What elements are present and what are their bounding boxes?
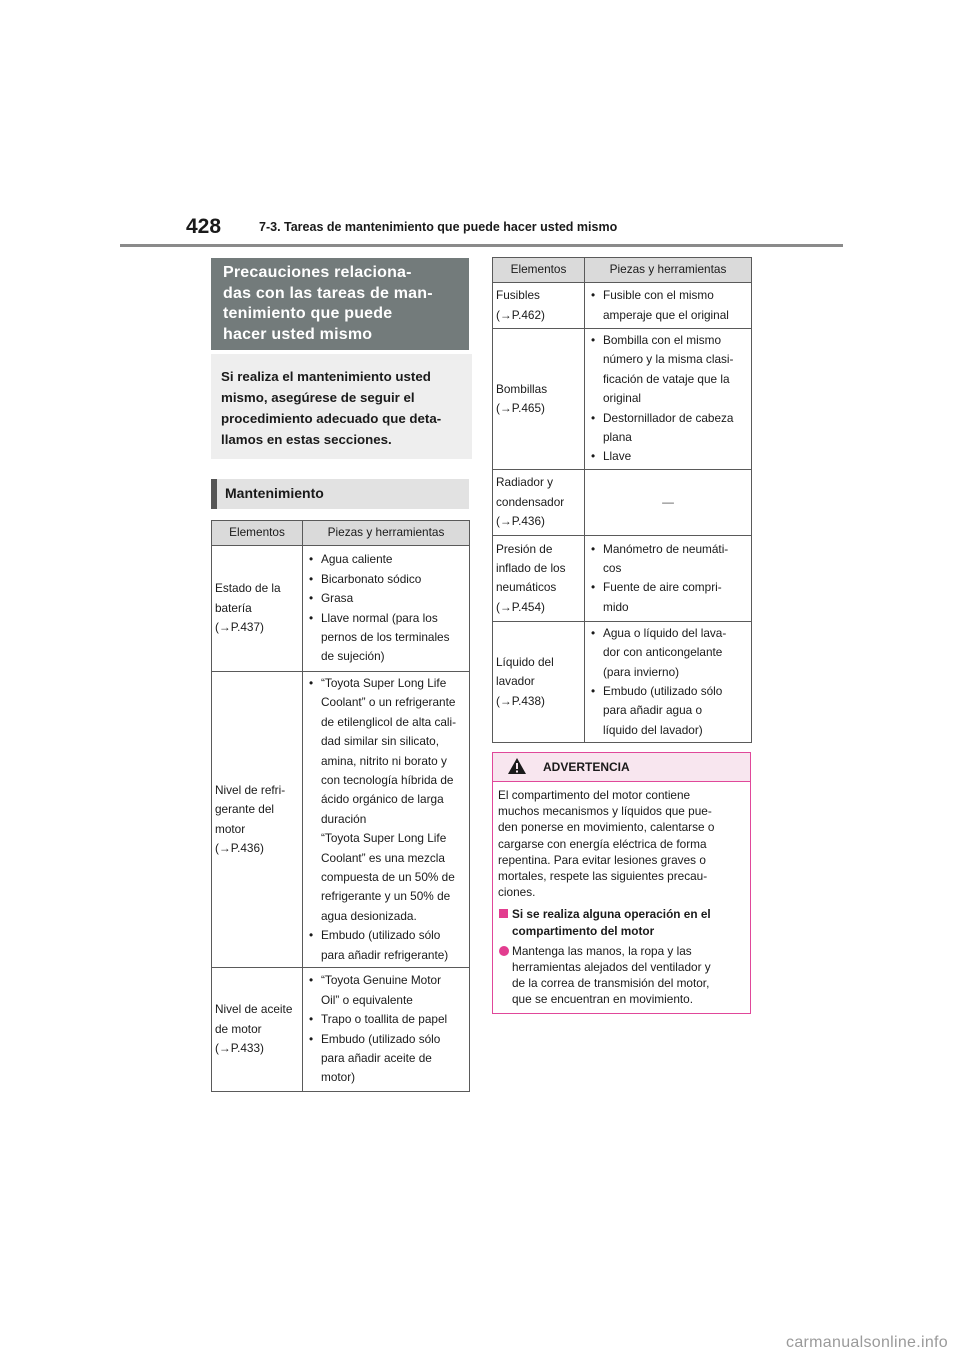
intro-line: Si realiza el mantenimiento usted <box>221 369 431 384</box>
tool-item-line: plana <box>603 430 632 445</box>
element-line: (→P.436) <box>496 514 545 529</box>
tool-item-line: • Embudo (utilizado sólo <box>321 928 441 943</box>
warning-text-line: den ponerse en movimiento, calentarse o <box>498 820 715 835</box>
tool-item <box>588 624 748 682</box>
element-line: motor <box>215 821 246 836</box>
element-line: gerante del <box>215 802 275 817</box>
warning-paragraph <box>498 787 744 900</box>
element-line: condensador <box>496 494 565 509</box>
tool-item <box>588 409 748 448</box>
tool-item-line: • Fusible con el mismo <box>603 288 714 303</box>
element-line: inflado de los <box>496 560 566 575</box>
tool-item <box>588 682 748 740</box>
element-line: lavador <box>496 674 535 689</box>
tools-list <box>306 550 466 666</box>
table-row <box>493 535 752 621</box>
column-header-piezas: Piezas y herramientas <box>585 258 752 283</box>
tool-item <box>306 971 466 1010</box>
table-body <box>493 283 752 743</box>
tool-item-line: refrigerante y un 50% de <box>321 889 451 904</box>
element-cell <box>212 672 303 968</box>
tool-item-line: con tecnología híbrida de <box>321 773 454 788</box>
tool-item-line: Oil” o equivalente <box>321 992 413 1007</box>
tools-list <box>588 331 748 467</box>
tool-item-line: • Agua o líquido del lava- <box>603 625 727 640</box>
element-cell <box>493 469 585 535</box>
tool-item-line: • Llave <box>603 449 632 464</box>
warning-header <box>493 753 750 782</box>
element-cell <box>493 283 585 329</box>
element-line: Líquido del <box>496 654 554 669</box>
tools-list <box>306 971 466 1087</box>
table-row <box>493 329 752 470</box>
tool-item-line: motor) <box>321 1070 356 1085</box>
section-title-line: hacer usted mismo <box>223 325 373 343</box>
table-row <box>493 469 752 535</box>
element-cell <box>493 621 585 742</box>
tool-item-line: • “Toyota Super Long Life <box>321 676 447 690</box>
warning-bullet-line: de la correa de transmisión del motor, <box>512 976 710 991</box>
element-line: Estado de la <box>215 581 281 596</box>
table-header-row <box>493 258 752 283</box>
tool-item <box>306 570 466 589</box>
section-title-line: das con las tareas de man- <box>223 284 433 302</box>
tool-item-line: dad similar sin silicato, <box>321 734 440 749</box>
tool-item-line: • Trapo o toallita de papel <box>321 1012 448 1027</box>
warning-text-line: El compartimento del motor contiene <box>498 788 691 802</box>
watermark-logo: carmanualsonline.info <box>786 1334 948 1351</box>
element-line: Nivel de refri- <box>215 782 286 797</box>
tool-item-line: Coolant” o un refrigerante <box>321 695 456 710</box>
table-body <box>212 546 470 1092</box>
warning-triangle-icon <box>507 757 527 775</box>
tool-item <box>306 589 466 608</box>
tool-item-line: • Embudo (utilizado sólo <box>603 684 723 699</box>
tools-list <box>588 286 748 325</box>
table-row <box>493 621 752 742</box>
tool-item-line: “Toyota Super Long Life <box>321 831 447 846</box>
column-header-elementos: Elementos <box>212 521 303 546</box>
tool-item-line: pernos de los terminales <box>321 629 450 644</box>
warning-text-line: cargarse con energía eléctrica de forma <box>498 836 707 851</box>
tool-item-line: • Agua caliente <box>321 552 393 567</box>
tool-item-line: • Embudo (utilizado sólo <box>321 1031 441 1046</box>
tool-item <box>306 674 466 926</box>
tool-item <box>306 550 466 569</box>
tool-item <box>588 540 748 579</box>
element-cell <box>212 968 303 1092</box>
warning-bullet-line: Mantenga las manos, la ropa y las <box>512 943 692 958</box>
warning-subheading <box>498 906 744 938</box>
tool-item <box>588 578 748 617</box>
element-line: Fusibles <box>496 288 540 303</box>
tool-item-line: ácido orgánico de larga <box>321 792 444 807</box>
tool-item-line: mido <box>603 599 629 614</box>
table-row <box>212 546 470 672</box>
maintenance-table-left <box>211 520 470 1092</box>
tool-item-line: para añadir agua o <box>603 703 703 718</box>
element-cell <box>493 329 585 470</box>
tool-item-line: de etilenglicol de alta cali- <box>321 714 457 729</box>
tool-item-line: cos <box>603 560 622 575</box>
tool-item-line: • Manómetro de neumáti- <box>603 541 729 556</box>
element-line: neumáticos <box>496 580 557 595</box>
tool-item-line: • Bombilla con el mismo <box>603 333 722 347</box>
tools-cell <box>303 672 470 968</box>
element-line: Presión de <box>496 541 553 556</box>
tool-item-line: líquido del lavador) <box>603 722 703 737</box>
header-divider <box>120 244 843 247</box>
tool-item-line: • Fuente de aire compri- <box>603 580 722 595</box>
maintenance-table-right <box>492 257 752 743</box>
section-title-line: tenimiento que puede <box>223 305 393 322</box>
element-line: de motor <box>215 1021 262 1036</box>
tool-item <box>588 447 748 466</box>
tool-item-line: original <box>603 391 642 406</box>
tool-item-line: agua desionizada. <box>321 908 417 923</box>
element-line: (→P.438) <box>496 693 545 708</box>
tool-item <box>306 609 466 667</box>
element-line: Bombillas <box>496 381 548 396</box>
tools-list <box>588 540 748 618</box>
tool-item-line: de sujeción) <box>321 649 385 664</box>
element-line: batería <box>215 600 252 615</box>
tool-item-line: • Bicarbonato sódico <box>321 571 422 586</box>
intro-line: procedimiento adecuado que deta- <box>221 411 442 426</box>
element-line: (→P.465) <box>496 400 545 415</box>
warning-body <box>493 782 750 1008</box>
tool-item-line: duración <box>321 811 367 826</box>
tool-item-line: ficación de vataje que la <box>603 371 730 386</box>
warning-bullet <box>498 943 744 1008</box>
tools-list <box>306 674 466 965</box>
maintenance-subheading: Mantenimiento <box>211 479 469 509</box>
warning-text-line: mortales, respete las siguientes precau- <box>498 869 708 884</box>
tools-cell <box>585 283 752 329</box>
tool-item-line: • Grasa <box>321 591 354 606</box>
tools-cell <box>585 329 752 470</box>
warning-text-line: repentina. Para evitar lesiones graves o <box>498 852 706 867</box>
tools-cell <box>303 546 470 672</box>
element-cell <box>493 535 585 621</box>
tool-item <box>588 286 748 325</box>
tool-item-line: compuesta de un 50% de <box>321 870 455 885</box>
tool-item-line: (para invierno) <box>603 664 680 679</box>
page-number: 428 <box>186 215 222 238</box>
warning-text-line: ciones. <box>498 885 536 900</box>
tools-list <box>588 624 748 740</box>
tool-item-line: • “Toyota Genuine Motor <box>321 973 441 988</box>
tool-item <box>306 926 466 965</box>
element-line: Nivel de aceite <box>215 1002 293 1017</box>
section-title-box <box>211 258 469 350</box>
circle-bullet-icon <box>499 946 509 956</box>
tool-item-line: • Destornillador de cabeza <box>603 410 734 425</box>
tools-cell <box>585 535 752 621</box>
warning-title: ADVERTENCIA <box>543 760 630 774</box>
element-cell <box>212 546 303 672</box>
chapter-title: 7-3. Tareas de mantenimiento que puede hacer usted mismo <box>259 220 618 234</box>
tool-item-line: para añadir aceite de <box>321 1051 432 1065</box>
column-header-piezas: Piezas y herramientas <box>303 521 470 546</box>
table-row <box>212 672 470 968</box>
tool-item-line: amperaje que el original <box>603 307 729 322</box>
tool-item-line: dor con anticongelante <box>603 645 723 660</box>
tools-cell <box>585 621 752 742</box>
warning-subheading-line: compartimento del motor <box>512 923 655 938</box>
column-header-elementos: Elementos <box>493 258 585 283</box>
element-line: (→P.437) <box>215 620 264 635</box>
intro-line: mismo, asegúrese de seguir el <box>221 390 415 405</box>
warning-bullet-line: herramientas alejados del ventilador y <box>512 960 711 975</box>
intro-line: llamos en estas secciones. <box>221 432 392 447</box>
intro-box <box>211 354 472 459</box>
tools-cell <box>303 968 470 1092</box>
section-title-line: Precauciones relaciona- <box>223 264 412 281</box>
element-line: (→P.454) <box>496 599 545 614</box>
warning-subheading-line: Si se realiza alguna operación en el <box>512 907 711 922</box>
table-header-row <box>212 521 470 546</box>
empty-dash: — <box>662 494 674 509</box>
element-line: Radiador y <box>496 475 554 490</box>
square-bullet-icon <box>499 909 508 918</box>
element-line: (→P.433) <box>215 1041 264 1056</box>
tool-item-line: para añadir refrigerante) <box>321 947 449 962</box>
table-row <box>493 283 752 329</box>
warning-bullet-line: que se encuentran en movimiento. <box>512 992 693 1007</box>
tool-item-line: número y la misma clasi- <box>603 352 734 367</box>
warning-text-line: muchos mecanismos y líquidos que pue- <box>498 804 712 819</box>
tool-item-line: amina, nitrito ni borato y <box>321 753 447 768</box>
element-line: (→P.436) <box>215 840 264 855</box>
tool-item <box>306 1030 466 1088</box>
warning-box <box>492 752 751 1014</box>
tool-item <box>588 331 748 409</box>
tools-cell <box>585 469 752 535</box>
element-line: (→P.462) <box>496 307 545 322</box>
tool-item-line: Coolant” es una mezcla <box>321 850 445 865</box>
tool-item-line: • Llave normal (para los <box>321 610 438 625</box>
table-row <box>212 968 470 1092</box>
tool-item <box>306 1010 466 1029</box>
